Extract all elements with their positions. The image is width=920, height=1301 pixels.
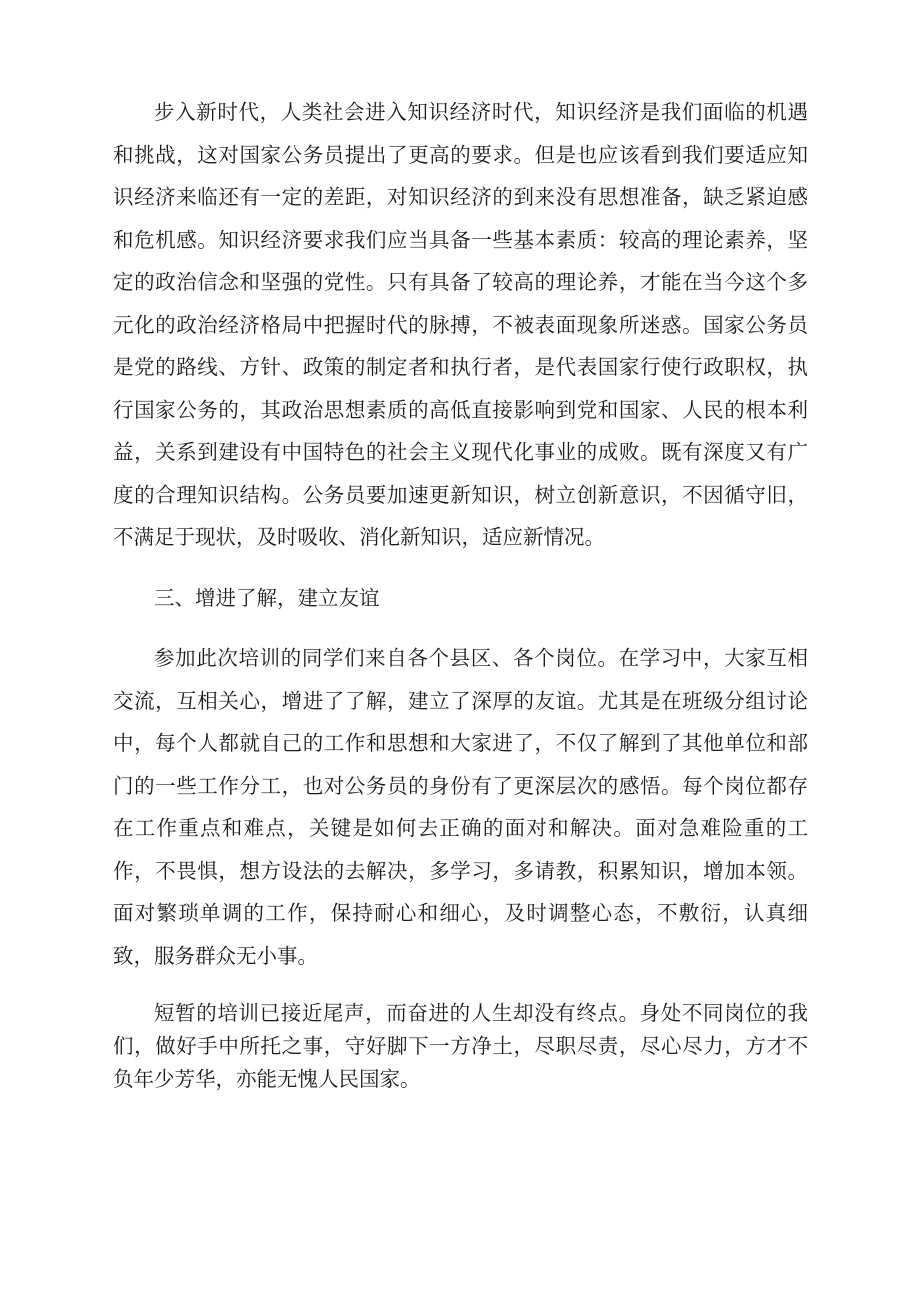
body-paragraph-closing: 短暂的培训已接近尾声，而奋进的人生却没有终点。身处不同岗位的我们，做好手中所托之事，守好脚下一方净土，尽职尽责，尽心尽力，方才不负年少芳华，亦能无愧人民国家。 [113, 1001, 808, 1091]
body-paragraph-knowledge-economy: 步入新时代，人类社会进入知识经济时代，知识经济是我们面临的机遇和挑战，这对国家公务员提出了更高的要求。但是也应该看到我们要适应知识经济来临还有一定的差距，对知识经济的到来没有思想准备，缺乏紧迫感和危机感。知识经济要求我们应当具备一些基本素质：较高的理论素养，坚定的政治信念和坚强的党性。只有具备了较高的理论养，才能在当今这个多元化的政治经济格局中把握时代的脉搏，不被表面现象所迷惑。国家公务员是党的路线、方针、政策的制定者和执行者，是代表国家行使行政职权，执行国家公务的，其政治思想素质的高低直接影响到党和国家、人民的根本利益，关系到建设有中国特色的社会主义现代化事业的成败。既有深度又有广度的合理知识结构。公务员要加速更新知识，树立创新意识，不因循守旧，不满足于现状，及时吸收、消化新知识，适应新情况。 [113, 100, 808, 549]
body-paragraph-friendship: 参加此次培训的同学们来自各个县区、各个岗位。在学习中，大家互相交流，互相关心，增进了了解，建立了深厚的友谊。尤其是在班级分组讨论中，每个人都就自己的工作和思想和大家进了，不仅了解到了其他单位和部门的一些工作分工，也对公务员的身份有了更深层次的感悟。每个岗位都存在工作重点和难点，关键是如何去正确的面对和解决。面对急难险重的工作，不畏惧，想方设法的去解决，多学习，多请教，积累知识，增加本领。面对繁琐单调的工作，保持耐心和细心，及时调整心态，不敷衍，认真细致，服务群众无小事。 [113, 646, 808, 968]
document-page [113, 91, 808, 1096]
section-heading-3: 三、增进了解，建立友谊 [154, 585, 380, 610]
